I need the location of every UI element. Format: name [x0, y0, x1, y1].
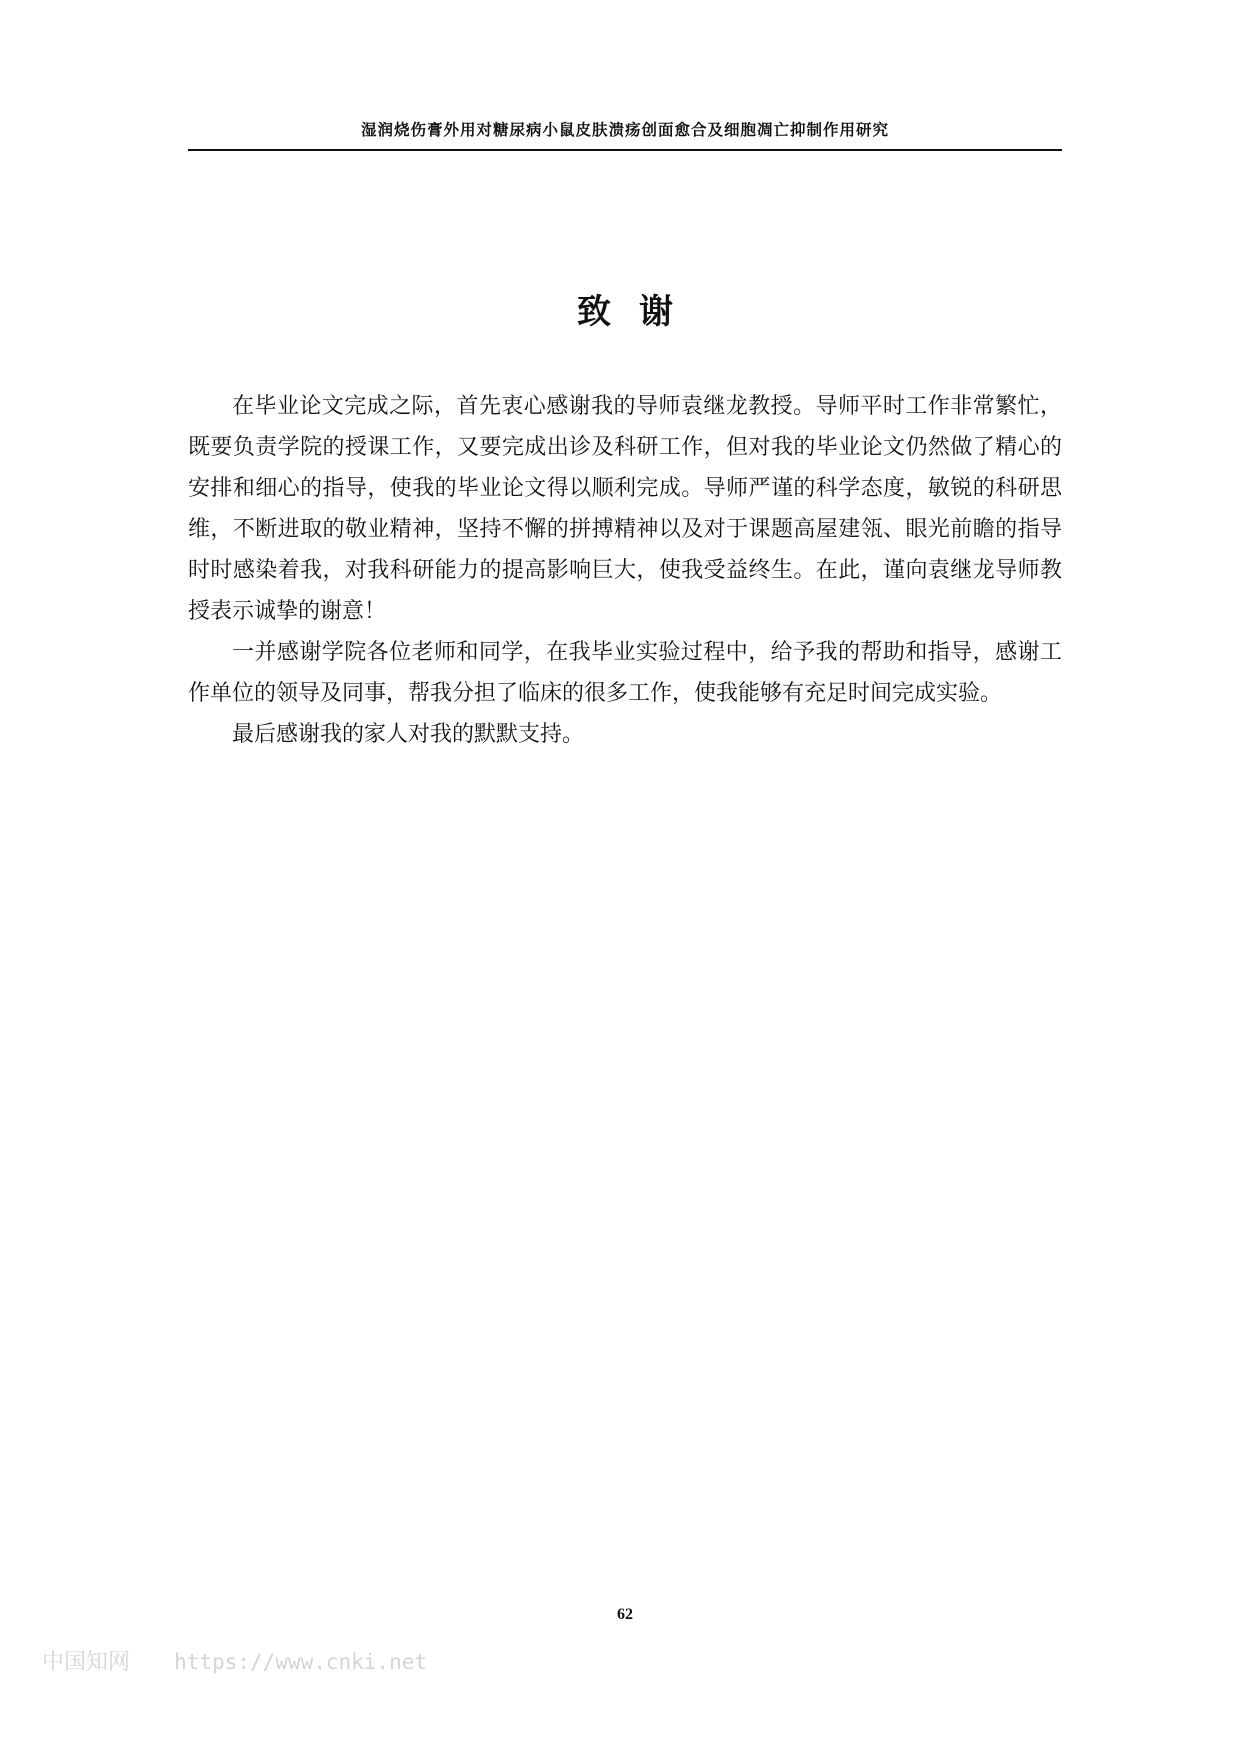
- running-header: 湿润烧伤膏外用对糖尿病小鼠皮肤溃疡创面愈合及细胞凋亡抑制作用研究: [360, 121, 889, 139]
- watermark-url: https://www.cnki.net: [174, 1650, 428, 1674]
- paragraph-advisor-thanks: 在毕业论文完成之际，首先衷心感谢我的导师袁继龙教授。导师平时工作非常繁忙，既要负责学院的授课工作，又要完成出诊及科研工作，但对我的毕业论文仍然做了精心的安排和细心的指导，使我的毕业论文得以顺利完成。导师严谨的科学态度，敏锐的科研思维，不断进取的敬业精神，坚持不懈的拼搏精神以及对于课题高屋建瓴、眼光前瞻的指导时时感染着我，对我科研能力的提高影响巨大，使我受益终生。在此，谨向袁继龙导师教授表示诚挚的谢意！: [188, 394, 1062, 624]
- header-rule: [188, 149, 1062, 151]
- watermark-brand: 中国知网: [42, 1649, 131, 1674]
- page-number: 62: [617, 1606, 633, 1623]
- body-text: [188, 386, 1062, 755]
- page-title: 致谢: [577, 292, 701, 332]
- watermark: [42, 1645, 427, 1676]
- paragraph-family-thanks: 最后感谢我的家人对我的默默支持。: [232, 722, 585, 747]
- paragraph-colleagues-thanks: 一并感谢学院各位老师和同学，在我毕业实验过程中，给予我的帮助和指导，感谢工作单位的领导及同事，帮我分担了临床的很多工作，使我能够有充足时间完成实验。: [188, 640, 1062, 706]
